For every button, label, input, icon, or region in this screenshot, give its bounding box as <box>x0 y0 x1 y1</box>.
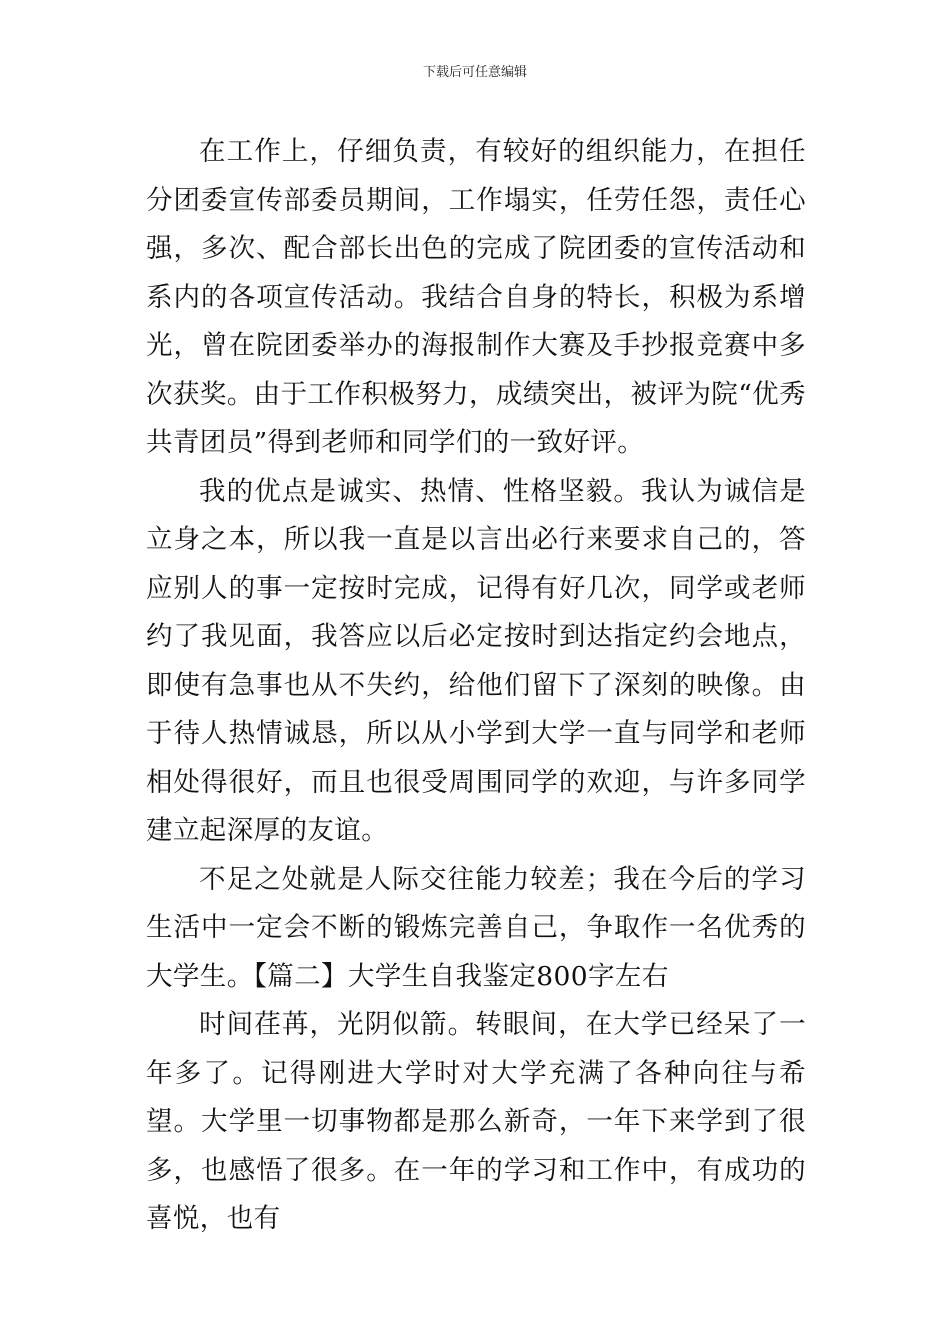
paragraph-strengths: 我的优点是诚实、热情、性格坚毅。我认为诚信是立身之本，所以我一直是以言出必行来要求自己的，答应别人的事一定按时完成，记得有好几次，同学或老师约了我见面，我答应以后必定按时到达指定约会地点，即使有急事也从不失约，给他们留下了深刻的映像。由于待人热情诚恳，所以从小学到大学一直与同学和老师相处得很好，而且也很受周围同学的欢迎，与许多同学建立起深厚的友谊。 <box>146 475 806 846</box>
paragraph-time-passes: 时间荏苒，光阴似箭。转眼间，在大学已经呆了一年多了。记得刚进大学时对大学充满了各种向往与希望。大学里一切事物都是那么新奇，一年下来学到了很多，也感悟了很多。在一年的学习和工作中，有成功的喜悦，也有 <box>146 1009 806 1234</box>
document-body <box>146 128 806 1244</box>
paragraph-weaknesses: 不足之处就是人际交往能力较差；我在今后的学习生活中一定会不断的锻炼完善自己，争取作一名优秀的大学生。【篇二】大学生自我鉴定800字左右 <box>146 863 806 992</box>
page-header: 下载后可任意编辑 <box>422 65 527 80</box>
paragraph-work: 在工作上，仔细负责，有较好的组织能力，在担任分团委宣传部委员期间，工作塌实，任劳任怨，责任心强，多次、配合部长出色的完成了院团委的宣传活动和系内的各项宣传活动。我结合自身的特长，积极为系增光，曾在院团委举办的海报制作大赛及手抄报竞赛中多次获奖。由于工作积极努力，成绩突出，被评为院“优秀共青团员”得到老师和同学们的一致好评。 <box>146 136 806 458</box>
